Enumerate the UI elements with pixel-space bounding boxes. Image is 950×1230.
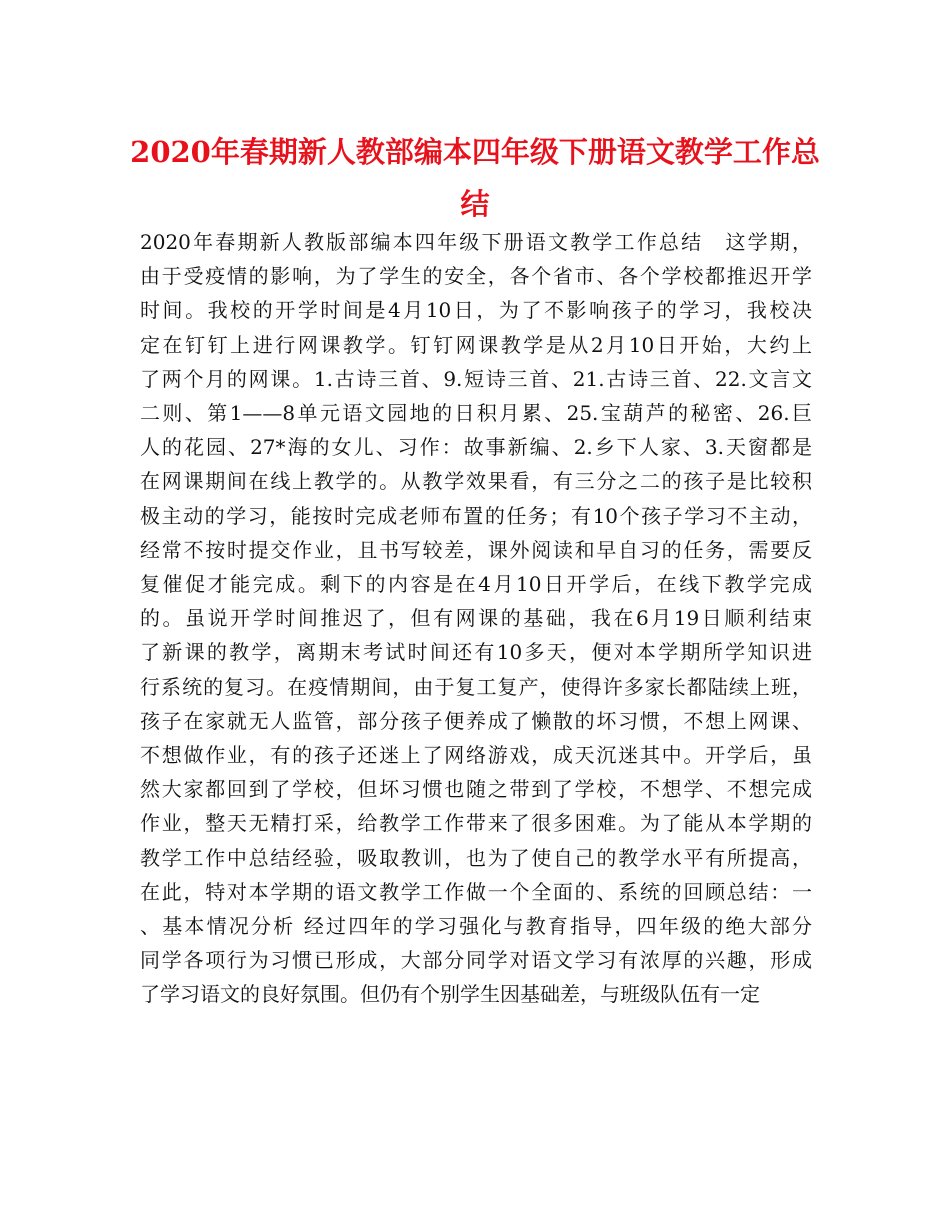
title-line: 2020年春期新人教部编本四年级下册语文教学工作总: [130, 135, 820, 169]
body-line: 了新课的教学，离期末考试时间还有10多天，便对本学期所学知识进: [140, 640, 812, 665]
document-body: [140, 225, 812, 1012]
body-line: 定在钉钉上进行网课教学。钉钉网课教学是从2月10日开始，大约上: [140, 332, 812, 357]
body-line: 教学工作中总结经验，吸取教训，也为了使自己的教学水平有所提高，: [140, 845, 812, 870]
body-line: 的。虽说开学时间推迟了，但有网课的基础，我在6月19日顺利结束: [140, 606, 812, 631]
body-line: 不想做作业，有的孩子还迷上了网络游戏，成天沉迷其中。开学后，虽: [140, 743, 812, 768]
body-line: 在此，特对本学期的语文教学工作做一个全面的、系统的回顾总结：一: [140, 879, 812, 904]
body-line: 作业，整天无精打采，给教学工作带来了很多困难。为了能从本学期的: [140, 811, 812, 836]
body-line: 经常不按时提交作业，且书写较差，课外阅读和早自习的任务，需要反: [140, 537, 812, 562]
body-line: 行系统的复习。在疫情期间，由于复工复产，使得许多家长都陆续上班，: [140, 674, 812, 699]
body-line: 了学习语文的良好氛围。但仍有个别学生因基础差，与班级队伍有一定: [140, 982, 760, 1007]
body-line: 复催促才能完成。剩下的内容是在4月10日开学后，在线下教学完成: [140, 572, 812, 597]
body-line: 在网课期间在线上教学的。从教学效果看，有三分之二的孩子是比较积: [140, 469, 812, 494]
body-line: 同学各项行为习惯已形成，大部分同学对语文学习有浓厚的兴趣，形成: [140, 948, 812, 973]
body-line: 极主动的学习，能按时完成老师布置的任务；有10个孩子学习不主动，: [140, 503, 812, 528]
body-line: 2020年春期新人教版部编本四年级下册语文教学工作总结 这学期，: [140, 230, 812, 254]
body-line: 人的花园、27*海的女儿、习作：故事新编、2.乡下人家、3.天窗都是: [140, 435, 812, 460]
body-line: 了两个月的网课。1.古诗三首、9.短诗三首、21.古诗三首、22.文言文: [140, 366, 812, 391]
document-title: [130, 126, 820, 230]
body-line: 然大家都回到了学校，但坏习惯也随之带到了学校，不想学、不想完成: [140, 777, 812, 802]
body-line: 二则、第1——8单元语文园地的日积月累、25.宝葫芦的秘密、26.巨: [140, 401, 812, 426]
body-line: 、基本情况分析 经过四年的学习强化与教育指导，四年级的绝大部分: [140, 914, 812, 939]
body-line: 孩子在家就无人监管，部分孩子便养成了懒散的坏习惯，不想上网课、: [140, 708, 812, 733]
body-line: 时间。我校的开学时间是4月10日，为了不影响孩子的学习，我校决: [140, 298, 812, 323]
title-line: 结: [460, 187, 490, 221]
body-line: 由于受疫情的影响，为了学生的安全，各个省市、各个学校都推迟开学: [140, 264, 812, 289]
